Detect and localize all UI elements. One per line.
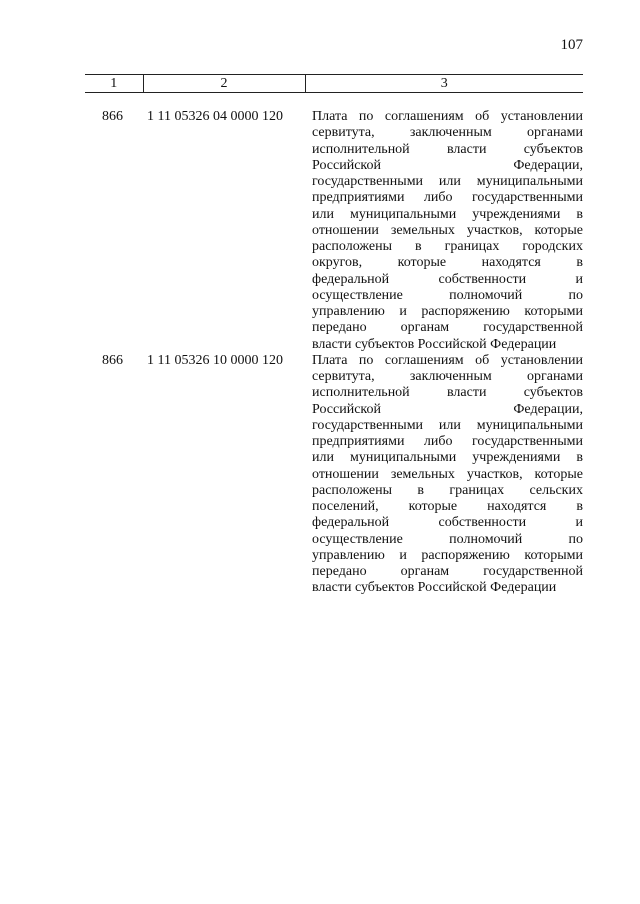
description-word: или [438, 174, 461, 189]
description-word: распоряжению [421, 304, 510, 319]
description-line [312, 255, 583, 271]
description-word: Российской [312, 157, 381, 173]
description-word: расположены [312, 482, 392, 498]
table-row [85, 353, 583, 597]
description-word: предприятиями [312, 190, 405, 206]
description-word: по [358, 352, 374, 368]
description-line [312, 532, 583, 548]
description-word: государственными [471, 434, 583, 449]
description-line [312, 142, 583, 158]
description-line [312, 467, 583, 483]
description-word: федеральной [312, 515, 390, 531]
description-word: полномочий [449, 287, 523, 303]
description-word: об [475, 352, 490, 368]
description-line [312, 450, 583, 466]
description-line [312, 288, 583, 304]
description-word: органами [526, 125, 583, 141]
description-word: государственными [312, 174, 424, 189]
description-word: органами [526, 369, 583, 384]
description-word: отношении [312, 466, 379, 482]
revenue-description-cell [305, 353, 583, 597]
description-line [312, 125, 583, 141]
description-word: либо [423, 434, 453, 449]
description-word: границах [449, 482, 505, 498]
description-word: и [399, 304, 407, 319]
description-line [312, 548, 583, 564]
admin-code-cell: 866 [102, 352, 123, 368]
description-word: государственными [312, 417, 424, 433]
description-word: сервитута, [312, 369, 375, 384]
table-row [85, 109, 583, 353]
description-word: земельных [390, 222, 455, 238]
description-word: муниципальными [476, 174, 583, 189]
description-word: муниципальными [476, 417, 583, 433]
description-word: земельных [390, 466, 455, 482]
description-word: городских [522, 239, 583, 254]
description-line [312, 499, 583, 515]
column-header-3: 3 [305, 75, 583, 93]
description-word: исполнительной [312, 141, 410, 157]
description-line [312, 385, 583, 401]
description-word: находятся [487, 499, 547, 514]
description-word: передано [312, 564, 367, 579]
description-word: соглашениям [384, 109, 464, 124]
description-word: власти субъектов Российской Федерации [312, 336, 557, 352]
description-line [312, 353, 583, 369]
description-word: поселений, [312, 499, 379, 514]
budget-classification-code-cell: 1 11 05326 10 0000 120 [147, 352, 283, 368]
description-line [312, 304, 583, 320]
description-word: по [358, 109, 374, 124]
description-word: об [475, 109, 490, 124]
description-word: Плата [312, 109, 348, 124]
description-line [312, 158, 583, 174]
description-word: в [576, 206, 583, 222]
description-word: в [576, 255, 583, 271]
description-word: власти субъектов Российской Федерации [312, 580, 557, 596]
description-word: расположены [312, 239, 392, 254]
description-word: органам [400, 564, 450, 579]
description-word: полномочий [449, 531, 523, 547]
description-word: соглашениям [384, 352, 464, 368]
column-header-2: 2 [143, 75, 305, 93]
description-line [312, 109, 583, 125]
description-word: власти [446, 141, 487, 157]
admin-code-cell: 866 [102, 109, 123, 124]
revenue-description-cell [305, 109, 583, 353]
description-word: установлении [500, 109, 583, 124]
description-word: по [568, 531, 583, 547]
description-word: участков, [466, 222, 523, 238]
budget-classification-code-cell: 1 11 05326 04 0000 120 [147, 109, 283, 124]
description-word: участков, [466, 466, 523, 482]
description-word: сельских [529, 482, 583, 498]
description-line [312, 483, 583, 499]
description-word: органам [400, 320, 450, 336]
description-word: субъектов [523, 385, 583, 401]
description-word: находятся [481, 255, 541, 271]
description-word: собственности [438, 515, 527, 531]
description-word: отношении [312, 222, 379, 238]
description-line [312, 207, 583, 223]
description-word: округов, [312, 255, 363, 271]
description-word: в [415, 239, 422, 254]
description-line [312, 564, 583, 580]
description-line [312, 174, 583, 190]
description-line [312, 434, 583, 450]
description-word: которые [534, 466, 583, 482]
description-word: и [575, 515, 583, 531]
description-line [312, 402, 583, 418]
description-word: в [417, 482, 425, 498]
description-word: управлению [312, 304, 385, 319]
description-word: Федерации, [513, 157, 583, 173]
description-line [312, 418, 583, 434]
description-word: сервитута, [312, 125, 375, 141]
description-word: передано [312, 320, 367, 336]
description-word: в [576, 499, 583, 514]
description-word: по [568, 287, 583, 303]
description-line [312, 515, 583, 531]
description-line [312, 337, 583, 353]
description-word: управлению [312, 547, 385, 563]
description-word: заключенным [409, 369, 492, 384]
description-word: распоряжению [421, 547, 510, 563]
description-word: собственности [438, 271, 527, 287]
revenue-codes-table [85, 74, 583, 597]
description-word: или [312, 206, 334, 222]
description-word: учреждениями [472, 450, 561, 466]
description-word: Федерации, [513, 401, 583, 417]
description-word: субъектов [523, 141, 583, 157]
description-word: осуществление [312, 531, 403, 547]
description-word: установлении [500, 352, 583, 368]
description-word: которыми [524, 304, 583, 319]
description-word: либо [423, 190, 453, 206]
description-word: муниципальными [350, 450, 457, 466]
description-word: предприятиями [312, 434, 405, 449]
description-word: границах [444, 239, 500, 254]
description-word: осуществление [312, 287, 403, 303]
page-number: 107 [560, 37, 583, 53]
description-word: государственной [483, 320, 583, 336]
table-header-row [85, 75, 583, 93]
description-word: или [438, 417, 461, 433]
description-word: в [576, 450, 583, 466]
description-word: Российской [312, 401, 381, 417]
description-word: учреждениями [472, 206, 561, 222]
description-line [312, 369, 583, 385]
description-word: исполнительной [312, 385, 410, 401]
description-word: Плата [312, 352, 348, 368]
description-line [312, 272, 583, 288]
description-word: государственными [471, 190, 583, 206]
description-word: которые [534, 222, 583, 238]
description-word: которые [408, 499, 458, 514]
description-word: и [575, 271, 583, 287]
description-word: власти [446, 385, 487, 401]
description-word: федеральной [312, 271, 390, 287]
description-word: заключенным [409, 125, 492, 141]
description-word: которыми [524, 547, 583, 563]
description-word: и [399, 547, 407, 563]
description-line [312, 190, 583, 206]
description-word: государственной [483, 564, 583, 579]
description-word: муниципальными [350, 206, 457, 222]
column-header-1: 1 [85, 75, 143, 93]
description-line [312, 580, 583, 596]
description-line [312, 239, 583, 255]
description-line [312, 320, 583, 336]
description-line [312, 223, 583, 239]
description-word: или [312, 450, 334, 466]
description-word: которые [397, 255, 447, 271]
